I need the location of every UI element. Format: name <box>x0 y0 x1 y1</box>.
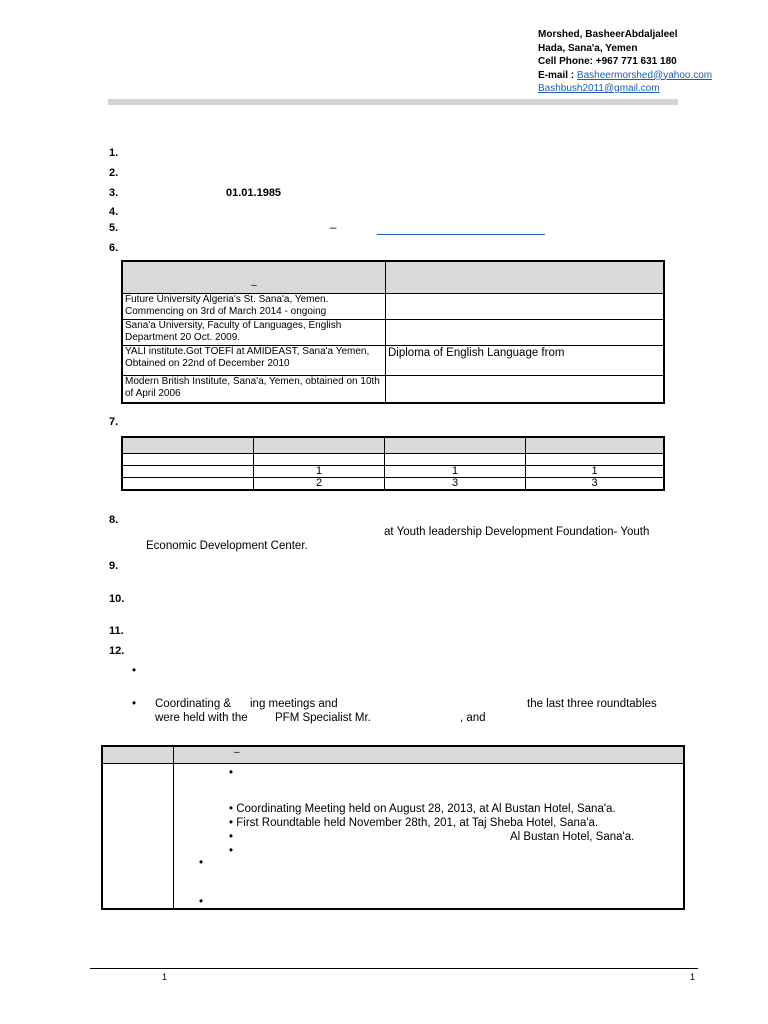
education-row <box>122 375 664 403</box>
language-header-cell <box>122 437 254 454</box>
item-12-bullet-2-part-e: PFM Specialist Mr. <box>275 712 371 724</box>
item-number-1: 1. <box>109 147 119 159</box>
education-institution: Sana'a University, Faculty of Languages, English Department 20 Oct. 2009. <box>122 319 386 345</box>
item-number-3: 3. <box>109 187 119 199</box>
language-cell: 1 <box>254 466 385 478</box>
education-degree: Diploma of English Language from <box>386 345 665 375</box>
item-8-line-1: at Youth leadership Development Foundation- Youth <box>384 526 650 538</box>
email-link-gmail[interactable]: Bashbush2011@gmail.com <box>538 83 660 94</box>
language-cell <box>254 454 385 466</box>
education-row <box>122 319 664 345</box>
date-of-birth: 01.01.1985 <box>226 187 282 199</box>
contact-header <box>538 28 712 96</box>
applicant-address: Hada, Sana'a, Yemen <box>538 42 638 54</box>
bullet-icon: • <box>229 845 234 857</box>
item-12-bullet-2-part-d: were held with the <box>155 712 248 724</box>
language-cell: 2 <box>254 478 385 491</box>
education-degree <box>386 375 665 403</box>
language-cell <box>385 454 526 466</box>
bullet-icon: • <box>229 767 234 779</box>
experience-bullet: • First Roundtable held November 28th, 201, at Taj Sheba Hotel, Sana'a. <box>229 817 599 829</box>
education-institution: Modern British Institute, Sana'a, Yemen, obtained on 10th of April 2006 <box>122 375 386 403</box>
item-5-link-underline[interactable] <box>377 234 545 235</box>
language-cell <box>122 478 254 491</box>
item-number-2: 2. <box>109 167 119 179</box>
language-cell: 1 <box>385 466 526 478</box>
language-row <box>122 466 664 478</box>
item-number-12: 12. <box>109 645 125 657</box>
item-12-bullet-2-part-f: , and <box>460 712 486 724</box>
education-header-institution: – <box>122 261 386 293</box>
experience-bullet-venue: Al Bustan Hotel, Sana'a. <box>510 831 635 843</box>
language-header-row <box>122 437 664 454</box>
item-12-bullet-2-part-a: Coordinating & <box>155 698 232 710</box>
experience-header-row <box>102 746 684 764</box>
item-12-bullet-2-part-c: the last three roundtables <box>527 698 657 710</box>
applicant-phone: Cell Phone: +967 771 631 180 <box>538 56 677 67</box>
experience-bullet: • Coordinating Meeting held on August 28, 2013, at Al Bustan Hotel, Sana'a. <box>229 803 616 815</box>
education-institution: YALI institute.Got TOEFl at AMIDEAST, Sana'a Yemen, Obtained on 22nd of December 2010 <box>122 345 386 375</box>
email-line <box>538 69 712 83</box>
language-cell: 1 <box>526 466 665 478</box>
language-cell: 3 <box>385 478 526 491</box>
item-number-5: 5. <box>109 222 119 234</box>
item-number-4: 4. <box>109 206 119 218</box>
footer-divider <box>90 968 698 969</box>
item-12-bullet-2-part-b: ing meetings and <box>250 698 338 710</box>
footer-page-number-right: 1 <box>690 972 696 982</box>
language-cell: 3 <box>526 478 665 491</box>
language-cell <box>526 454 665 466</box>
language-header-cell <box>254 437 385 454</box>
education-institution: Future University Algeria's St. Sana'a, Yemen. Commencing on 3rd of March 2014 - ongoing <box>122 293 386 319</box>
language-row <box>122 454 664 466</box>
language-cell <box>122 466 254 478</box>
education-table <box>121 260 665 404</box>
experience-header-description: – <box>174 746 685 764</box>
bullet-icon: • <box>229 831 234 843</box>
education-header-degree <box>386 261 665 293</box>
language-row <box>122 478 664 491</box>
education-row <box>122 345 664 375</box>
bullet-icon: • <box>132 698 137 710</box>
item-number-10: 10. <box>109 593 125 605</box>
language-header-cell <box>385 437 526 454</box>
item-8-line-2: Economic Development Center. <box>146 540 308 552</box>
item-number-7: 7. <box>109 416 119 428</box>
education-degree <box>386 319 665 345</box>
email-label: E-mail : <box>538 69 575 81</box>
language-table <box>121 436 665 491</box>
education-header-row <box>122 261 664 293</box>
item-number-6: 6. <box>109 242 119 254</box>
language-cell <box>122 454 254 466</box>
item-5-dash: – <box>330 222 337 234</box>
education-row <box>122 293 664 319</box>
experience-header-date <box>102 746 174 764</box>
header-divider <box>108 99 678 105</box>
bullet-icon: • <box>132 665 137 677</box>
language-header-cell <box>526 437 665 454</box>
education-degree <box>386 293 665 319</box>
bullet-icon: • <box>199 896 204 908</box>
bullet-icon: • <box>199 857 204 869</box>
item-number-9: 9. <box>109 560 119 572</box>
item-number-8: 8. <box>109 514 119 526</box>
experience-date-cell <box>102 764 174 909</box>
email-link-yahoo[interactable]: Basheermorshed@yahoo.com <box>576 69 713 81</box>
item-number-11: 11. <box>109 625 124 637</box>
footer-page-number-left: 1 <box>162 972 168 982</box>
applicant-name: Morshed, BasheerAbdaljaleel <box>538 29 678 40</box>
